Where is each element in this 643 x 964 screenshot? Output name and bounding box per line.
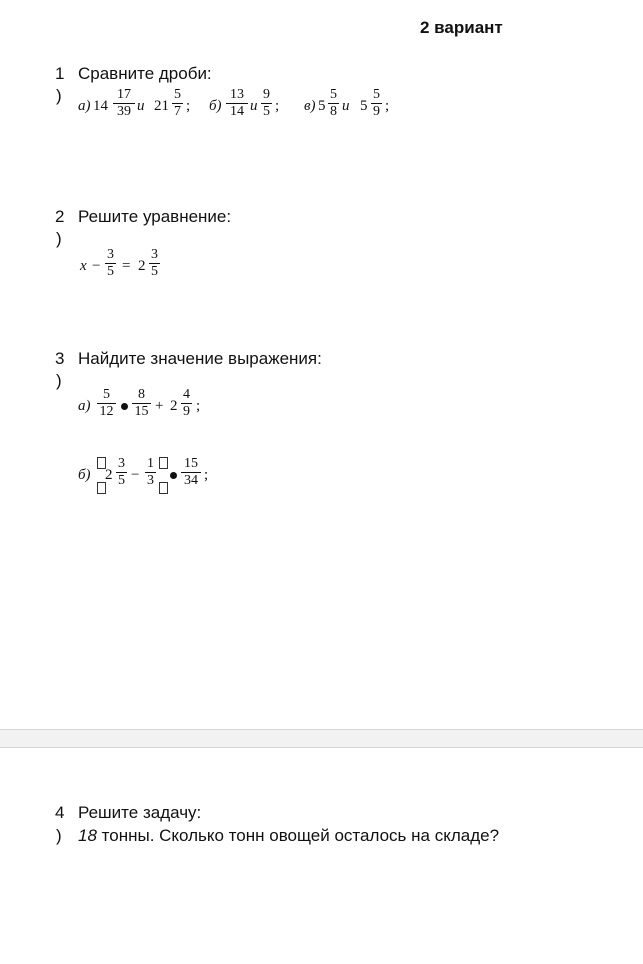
- t2-fraction-2: $\frac{3}{5}$: [151, 247, 158, 279]
- t2-minus: −: [92, 258, 101, 274]
- task-1-text: Сравните дроби:: [78, 64, 212, 83]
- t1-and-1: и: [137, 98, 145, 114]
- t1-c-fraction: $\frac{5}{8}$: [330, 87, 337, 119]
- t1-b2-fraction: $\frac{9}{5}$: [263, 87, 270, 119]
- task-4-text: Решите задачу:: [78, 803, 202, 822]
- t1-sep-1: ;: [186, 98, 191, 114]
- t3-a-whole: 2: [170, 398, 178, 414]
- t3-a-fraction-3: $\frac{4}{9}$: [183, 387, 190, 419]
- t1-and-3: и: [342, 98, 350, 114]
- task-4-number-value: 18: [78, 826, 97, 845]
- multiply-dot-icon: [170, 472, 177, 479]
- task-4-paren: ): [56, 826, 62, 845]
- t1-c2-fraction: $\frac{5}{9}$: [373, 87, 380, 119]
- t3-b-fraction-1: $\frac{3}{5}$: [118, 456, 125, 488]
- t2-x: x: [80, 258, 87, 274]
- t1-c-whole: 5: [318, 98, 326, 114]
- t3-a-sep: ;: [196, 398, 201, 414]
- t1-c-label: в): [304, 98, 316, 114]
- t1-a2-whole: 21: [154, 98, 169, 114]
- t3-b-minus: −: [131, 467, 140, 483]
- t3-b-fraction-3: $\frac{15}{34}$: [181, 456, 201, 489]
- t3-b-fraction-2: $\frac{1}{3}$: [147, 456, 154, 488]
- t1-a2-fraction: $\frac{5}{7}$: [174, 87, 181, 119]
- page-break-divider: [0, 729, 643, 748]
- task-3-text: Найдите значение выражения:: [78, 349, 322, 368]
- task-1-number: 1: [55, 64, 65, 83]
- t3-a-fraction-1: $\frac{5}{12}$: [97, 387, 116, 420]
- t1-sep-2: ;: [275, 98, 280, 114]
- bracket-placeholder-icon: [159, 457, 168, 469]
- t1-b-fraction: $\frac{13}{14}$: [226, 87, 248, 120]
- t3-a-plus: +: [155, 398, 164, 414]
- bracket-placeholder-icon: [159, 482, 168, 494]
- t3-a-label: а): [78, 398, 91, 414]
- task-2-number: 2: [55, 207, 65, 226]
- t2-fraction-1: $\frac{3}{5}$: [107, 247, 114, 279]
- task-4-number: 4: [55, 803, 65, 822]
- task-1-paren: ): [56, 86, 62, 105]
- t3-b-sep: ;: [204, 467, 209, 483]
- multiply-dot-icon: [121, 403, 128, 410]
- t2-whole: 2: [138, 258, 146, 274]
- t1-a-label: а): [78, 98, 91, 114]
- t1-a-fraction: $\frac{17}{39}$: [113, 87, 135, 120]
- t3-b-label: б): [78, 467, 91, 483]
- task-2-text: Решите уравнение:: [78, 207, 232, 226]
- task-4-problem: [78, 826, 499, 846]
- t1-c2-whole: 5: [360, 98, 368, 114]
- task-3-paren: ): [56, 371, 62, 390]
- t3-a-fraction-2: $\frac{8}{15}$: [132, 387, 151, 420]
- t1-a-whole: 14: [93, 98, 108, 114]
- task-3-number: 3: [55, 349, 65, 368]
- task-2-paren: ): [56, 229, 62, 248]
- task-4-problem-text: тонны. Сколько тонн овощей осталось на складе?: [96, 826, 500, 845]
- t3-b-whole: 2: [105, 467, 113, 483]
- variant-title: 2 вариант: [420, 18, 503, 37]
- t1-b-label: б): [209, 98, 222, 114]
- t1-sep-3: ;: [385, 98, 390, 114]
- t2-equals: =: [122, 258, 131, 274]
- t1-and-2: и: [250, 98, 258, 114]
